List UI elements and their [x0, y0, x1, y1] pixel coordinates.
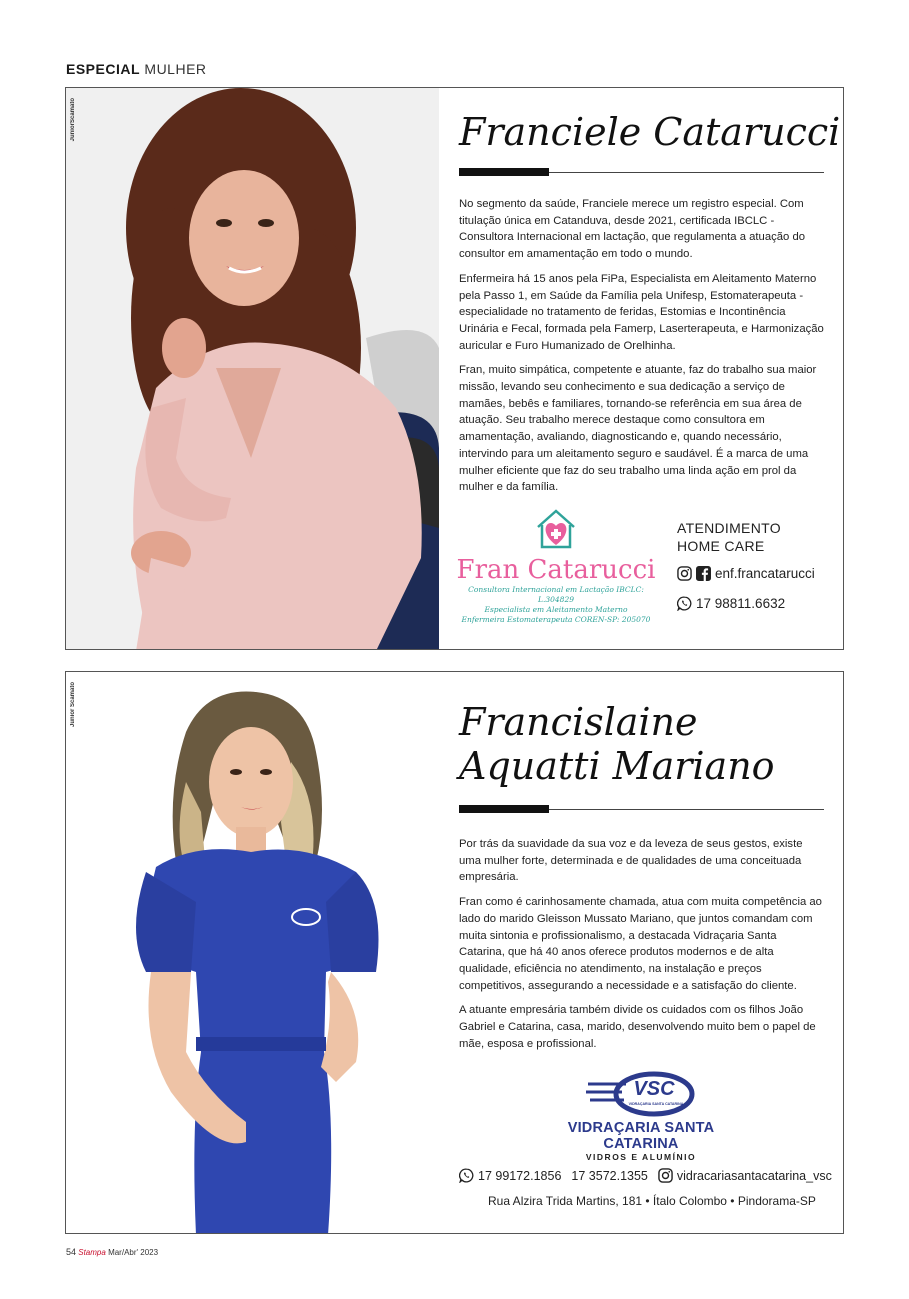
phone-number: 17 3572.1355 [571, 1168, 648, 1183]
instagram-handle: vidracariasantacatarina_vsc [676, 1168, 832, 1183]
fran-catarucci-logo [456, 505, 656, 625]
phone-contact [677, 596, 785, 611]
social-contact [677, 566, 815, 581]
body-paragraph: No segmento da saúde, Franciele merece um registro especial. Com titulação única em Catanduva, desde 2021, certificada IBCLC - Consultora Internacional em lactação, que regulamenta a atuação do consultor em amamentação em todo o mundo. [459, 198, 806, 261]
whatsapp-icon [459, 1168, 474, 1183]
fran-brand-name: Fran Catarucci [456, 555, 656, 585]
vsc-mark: VSC [633, 1078, 675, 1100]
whatsapp-number: 17 99172.1856 [478, 1168, 562, 1183]
body-paragraph: A atuante empresária também divide os cuidados com os filhos João Gabriel e Catarina, casa, marido, desenvolvendo muito bem o papel de mãe, esposa e profissional. [459, 1004, 816, 1050]
title-rule [459, 809, 824, 810]
vsc-company-name: VIDRAÇARIA SANTA CATARINA [567, 1120, 715, 1152]
service-label [677, 519, 781, 555]
portrait-illustration-franciele [66, 88, 439, 649]
portrait-photo-franciele [66, 88, 439, 649]
whatsapp-icon [677, 596, 692, 611]
service-line-1: ATENDIMENTO [677, 520, 781, 536]
title-rule [459, 172, 824, 173]
contact-line [459, 1168, 842, 1183]
vsc-emblem-icon [586, 1070, 696, 1118]
facebook-icon [696, 566, 711, 581]
page-number: 54 [66, 1247, 77, 1257]
phone-number: 17 98811.6632 [696, 596, 786, 611]
profile-name [459, 700, 775, 788]
profile-body [459, 196, 825, 504]
profile-body [459, 836, 825, 1060]
instagram-contact [658, 1168, 832, 1183]
body-paragraph: Fran como é carinhosamente chamada, atua com muita competência ao lado do marido Gleisson Mussato Mariano, que juntos comandam com muita sintonia e profissionalismo, a destacada Vidraçaria Santa Catarina, que há 40 anos oferece produtos modernos e de alta qualidade, eficiência no atendimento, na instalação e preços competitivos, assegurando a necessidade e a satisfação do cliente. [459, 896, 822, 992]
photo-credit: Junior Scamato [70, 682, 76, 728]
profile-panel-francislaine [65, 671, 844, 1234]
profile-name: Franciele Catarucci [459, 110, 841, 154]
section-header-bold: ESPECIAL [66, 61, 141, 77]
profile-panel-franciele [65, 87, 844, 650]
instagram-icon [658, 1168, 673, 1183]
vsc-mark-small: VIDRAÇARIA SANTA CATARINA [628, 1102, 684, 1106]
fran-credential-1: Consultora Internacional em Lactação IBCLC: L.304829 [468, 585, 644, 604]
social-handle: enf.francatarucci [715, 566, 815, 581]
magazine-brand: Stampa [78, 1248, 106, 1257]
phone-contact [571, 1169, 647, 1183]
section-header [66, 61, 207, 77]
fran-credential-3: Enfermeira Estomaterapeuta COREN-SP: 205070 [461, 615, 651, 624]
page-footer [66, 1247, 158, 1257]
body-paragraph: Fran, muito simpática, competente e atuante, faz do trabalho sua maior missão, levando seu conhecimento e sua dedicação a serviço de mamães, bebês e familiares, tornando-se referência em sua área de atuação. Seu trabalho merece destaque como consultora em amamentação, avaliando, diagnosticando e, quando necessário, intervindo para um aleitamento seguro e saudável. É a marca de uma mulher eficiente que faz do seu trabalho uma linda ação em prol da mulher e da família. [459, 364, 817, 494]
profile-name-line-1: Francislaine [459, 700, 698, 744]
fran-credential-2: Especialista em Aleitamento Materno [484, 605, 628, 614]
whatsapp-contact [459, 1168, 561, 1183]
photo-credit: JuniorScamato [70, 98, 76, 142]
portrait-illustration-francislaine [66, 672, 439, 1233]
vsc-tagline: VIDROS E ALUMÍNIO [585, 1152, 697, 1162]
vsc-logo [536, 1070, 746, 1160]
profile-name-line-2: Aquatti Mariano [459, 744, 775, 788]
address: Rua Alzira Trida Martins, 181 • Ítalo Colombo • Pindorama-SP [488, 1194, 816, 1208]
section-header-light: MULHER [144, 61, 207, 77]
heart-house-icon [532, 505, 580, 553]
issue-date: Mar/Abr' 2023 [108, 1248, 159, 1257]
instagram-icon [677, 566, 692, 581]
service-line-2: HOME CARE [677, 538, 765, 554]
portrait-photo-francislaine [66, 672, 439, 1233]
body-paragraph: Enfermeira há 15 anos pela FiPa, Especialista em Aleitamento Materno pela Passo 1, em Saúde da Família pela Unifesp, Estomaterapeuta - especialidade no tratamento de feridas, Estomias e Incontinência Urinária e Fecal, formada pela Famerp, Laserterapeuta, e Harmonização auricular e Furo Humanizado de Orelhinha. [459, 272, 824, 352]
body-paragraph: Por trás da suavidade da sua voz e da leveza de seus gestos, existe uma mulher forte, determinada e de qualidades de uma conceituada empresária. [459, 838, 803, 884]
